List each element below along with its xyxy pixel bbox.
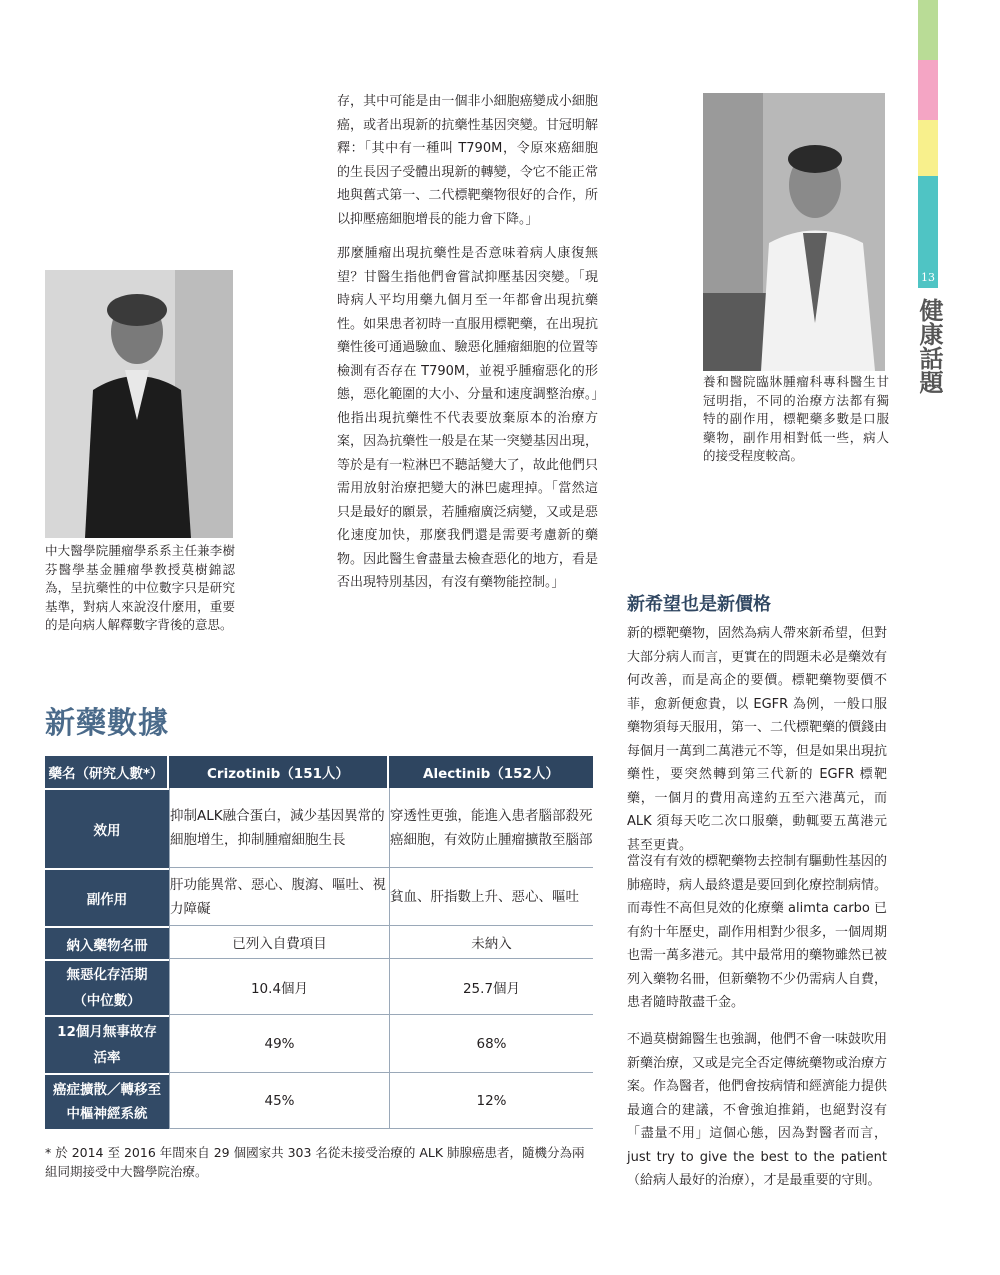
row-cell-crizotinib: 49%	[169, 1015, 389, 1073]
row-label: 無惡化存活期（中位數）	[45, 959, 169, 1015]
row-cell-crizotinib: 肝功能異常、惡心、腹瀉、嘔吐、視力障礙	[169, 868, 389, 926]
table-row	[45, 868, 593, 926]
color-tab-teal	[918, 176, 938, 268]
middle-paragraph-1: 存，其中可能是由一個非小細胞癌變成小細胞癌，或者出現新的抗藥性基因突變。甘冠明解釋：「其中有一種叫 T790M，令原來癌細胞的生長因子受體出現新的轉變，令它不能正常地與舊式第一、二代標靶藥物很好的合作，所以抑壓癌細胞增長的能力會下降。」	[337, 94, 598, 227]
table-header-row	[45, 756, 593, 788]
row-cell-crizotinib: 抑制ALK融合蛋白，減少基因異常的細胞增生，抑制腫瘤細胞生長	[169, 788, 389, 868]
color-tab-yellow	[918, 120, 938, 176]
row-cell-alectinib: 穿透性更強，能進入患者腦部殺死癌細胞，有效防止腫瘤擴散至腦部	[389, 788, 593, 868]
portrait-office-icon	[703, 93, 885, 371]
row-cell-crizotinib: 10.4個月	[169, 959, 389, 1015]
right-column-heading: 新希望也是新價格	[627, 594, 771, 615]
row-label: 12個月無事故存活率	[45, 1015, 169, 1073]
color-tab-green	[918, 0, 938, 60]
row-cell-crizotinib: 45%	[169, 1073, 389, 1129]
header-alectinib: Alectinib（152人）	[389, 756, 593, 788]
table-row	[45, 788, 593, 868]
row-cell-alectinib: 未納入	[389, 926, 593, 959]
header-drug-name: 藥名（研究人數*）	[45, 756, 169, 788]
row-label: 癌症擴散／轉移至中樞神經系統	[45, 1073, 169, 1129]
table-row	[45, 1073, 593, 1129]
table-row	[45, 926, 593, 959]
doctor-portrait-photo-right	[703, 93, 885, 371]
row-cell-crizotinib: 已列入自費項目	[169, 926, 389, 959]
doctor-portrait-photo-left	[45, 270, 233, 538]
right-paragraph-2: 當沒有有效的標靶藥物去控制有驅動性基因的肺癌時，病人最終還是要回到化療控制病情。而毒性不高但見效的化療藥 alimta carbo 已有約十年歷史，副作用相對少很多，一個周期也需一萬多港元。其中最常用的藥物雖然已被列入藥物名冊，但新藥物不少仍需病人自費，患者隨時散盡千金。	[627, 854, 888, 1010]
row-label: 納入藥物名冊	[45, 926, 169, 959]
middle-paragraph-2: 那麼腫瘤出現抗藥性是否意味着病人康復無望？甘醫生指他們會嘗試抑壓基因突變。「現時病人平均用藥九個月至一年都會出現抗藥性。如果患者初時一直服用標靶藥，在出現抗藥性後可通過驗血、驗惡化腫瘤細胞的位置等檢測有否存在 T790M，並視乎腫瘤惡化的形態，惡化範圍的大小、分量和速度調整治療。」他指出現抗藥性不代表要放棄原本的治療方案，因為抗藥性一般是在某一突變基因出現，等於是有一粒淋巴不聽話變大了，故此他們只需用放射治療把變大的淋巴處理掉。「當然這只是最好的願景，若腫瘤廣泛病變，又或是惡化速度加快，那麼我們還是需要考慮新的藥物。因此醫生會盡量去檢查惡化的地方，看是否出現特別基因，有沒有藥物能控制。」	[337, 246, 598, 590]
table-row	[45, 959, 593, 1015]
table-footnote: * 於 2014 至 2016 年間來自 29 個國家共 303 名從未接受治療的 ALK 肺腺癌患者，隨機分為兩組同期接受中大醫學院治療。	[45, 1145, 585, 1179]
row-cell-alectinib: 貧血、肝指數上升、惡心、嘔吐	[389, 868, 593, 926]
row-cell-alectinib: 25.7個月	[389, 959, 593, 1015]
portrait-silhouette-icon	[45, 270, 233, 538]
row-label: 副作用	[45, 868, 169, 926]
right-photo-caption: 養和醫院臨牀腫瘤科專科醫生甘冠明指，不同的治療方法都有獨特的副作用，標靶藥多數是口服藥物，副作用相對低一些，病人的接受程度較高。	[703, 374, 889, 463]
header-crizotinib: Crizotinib（151人）	[169, 756, 389, 788]
table-row	[45, 1015, 593, 1073]
row-label: 效用	[45, 788, 169, 868]
color-tab-pink	[918, 60, 938, 120]
row-cell-alectinib: 12%	[389, 1073, 593, 1129]
row-cell-alectinib: 68%	[389, 1015, 593, 1073]
right-paragraph-1: 新的標靶藥物，固然為病人帶來新希望，但對大部分病人而言，更實在的問題未必是藥效有何改善，而是高企的要價。標靶藥物要價不菲，愈新便愈貴，以 EGFR 為例，一般口服藥物須每天服用，第一、二代標靶藥的價錢由每個月一萬到二萬港元不等，但是如果出現抗藥性，要突然轉到第三代新的 EGFR 標靶藥，一個月的費用高達約五至六港萬元，而 ALK 須每天吃二次口服藥，動輒要五萬港元甚至更貴。	[627, 626, 888, 853]
left-photo-caption: 中大醫學院腫瘤學系系主任兼李樹芬醫學基金腫瘤學教授莫樹錦認為，呈抗藥性的中位數字只是研究基準，對病人來說沒什麼用，重要的是向病人解釋數字背後的意思。	[45, 543, 235, 632]
section-title: 健康話題	[915, 298, 944, 394]
page-number: 13	[918, 268, 938, 288]
drug-comparison-table	[45, 756, 593, 1129]
right-paragraph-3: 不過莫樹錦醫生也強調，他們不會一味鼓吹用新藥治療，又或是完全否定傳統藥物或治療方案。作為醫者，他們會按病情和經濟能力提供最適合的建議，不會強迫推銷，也絕對沒有「盡量不用」這個心態，因為對醫者而言，just try to give the best to the patient（給病人最好的治療），才是最重要的守則。	[627, 1032, 888, 1188]
table-title: 新藥數據	[45, 706, 169, 741]
